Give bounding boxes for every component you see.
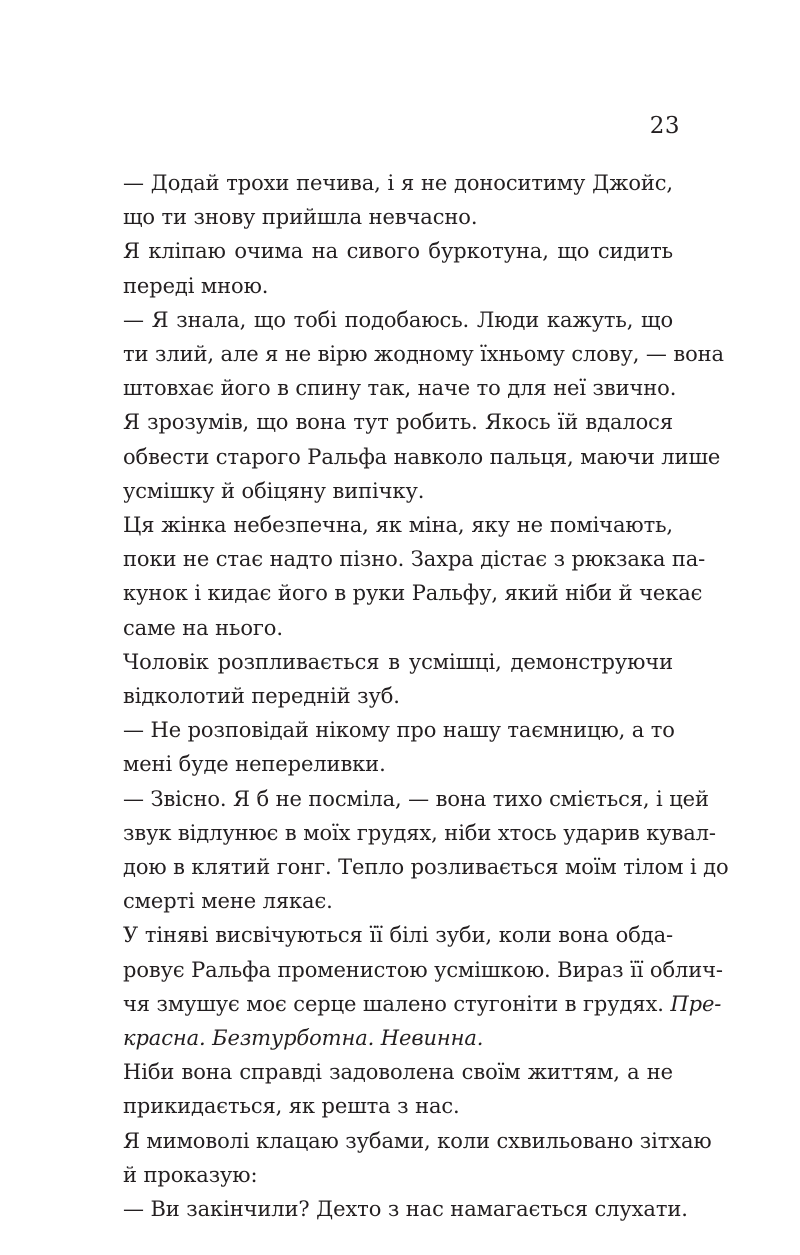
- text-line: Я зрозумів, що вона тут робить. Якось їй вдалося: [123, 410, 673, 435]
- text-line: Ніби вона справді задоволена своїм життям, а не: [123, 1060, 673, 1085]
- paragraph-10: [121, 1055, 673, 1123]
- text-line: — Додай трохи печива, і я не доноситиму Джойс,: [123, 171, 673, 195]
- text-line: ти злий, але я не вірю жодному їхньому слову, — вона: [123, 342, 724, 367]
- text-line: — Звісно. Я б не посміла, — вона тихо сміється, і цей: [123, 786, 709, 811]
- text-line: — Ви закінчили? Дехто з нас намагається слухати.: [123, 1197, 688, 1222]
- paragraph-4: [121, 405, 721, 508]
- text-line: Я мимоволі клацаю зубами, коли схвильовано зітхаю: [123, 1128, 712, 1153]
- text-line: — Я знала, що тобі подобаюсь. Люди кажуть, що: [123, 307, 673, 332]
- text-line: усмішку й обіцяну випічку.: [123, 478, 425, 503]
- text-line: відколотий передній зуб.: [123, 684, 400, 709]
- paragraph-2: [121, 234, 673, 302]
- paragraph-9: [121, 918, 723, 1055]
- body-text: [121, 166, 729, 1226]
- paragraph-8: [121, 782, 729, 919]
- paragraph-6: [121, 645, 673, 713]
- paragraph-11: [121, 1124, 712, 1192]
- text-line: [121, 987, 722, 1021]
- paragraph-12: [121, 1192, 688, 1226]
- text-line: переді мною.: [123, 273, 269, 298]
- text-line: Ця жінка небезпечна, як міна, яку не помічають,: [123, 513, 673, 538]
- text-line: звук відлунює в моїх грудях, ніби хтось ударив кувал-: [123, 820, 716, 845]
- text-line: ровує Ральфа променистою усмішкою. Вираз її облич-: [123, 957, 723, 982]
- text-line: смерті мене лякає.: [123, 889, 333, 914]
- paragraph-1: [121, 166, 673, 234]
- paragraph-7: [121, 713, 673, 781]
- text-line: У тіняві висвічуються її білі зуби, коли вона обда-: [123, 923, 673, 948]
- text-line: саме на нього.: [123, 615, 283, 640]
- text-line: штовхає його в спину так, наче то для неї звично.: [123, 376, 677, 401]
- text-line: прикидається, як решта з нас.: [123, 1094, 460, 1119]
- italic-text-line: красна. Безтурботна. Невинна.: [123, 1026, 484, 1051]
- text-line: дою в клятий гонг. Тепло розливається моїм тілом і до: [123, 855, 729, 880]
- text-line: що ти знову прийшла невчасно.: [123, 205, 478, 230]
- text-line: — Не розповідай нікому про нашу таємницю, а то: [123, 718, 675, 743]
- text-line: Я кліпаю очима на сивого буркотуна, що сидить: [123, 239, 673, 264]
- italic-phrase: Пре-: [670, 991, 722, 1016]
- text-line: обвести старого Ральфа навколо пальця, маючи лише: [123, 444, 721, 469]
- text-line: й проказую:: [123, 1162, 258, 1187]
- page-number: 23: [649, 113, 680, 139]
- text-line: Чоловік розпливається в усмішці, демонструючи: [123, 649, 673, 674]
- paragraph-5: [121, 508, 706, 645]
- text-line: кунок і кидає його в руки Ральфу, який ніби й чекає: [123, 581, 703, 606]
- text-line: мені буде непереливки.: [123, 752, 386, 777]
- text-line-plain: чя змушує моє серце шалено стугоніти в грудях.: [123, 991, 664, 1016]
- text-line: поки не стає надто пізно. Захра дістає з рюкзака па-: [123, 547, 706, 572]
- paragraph-3: [121, 303, 724, 406]
